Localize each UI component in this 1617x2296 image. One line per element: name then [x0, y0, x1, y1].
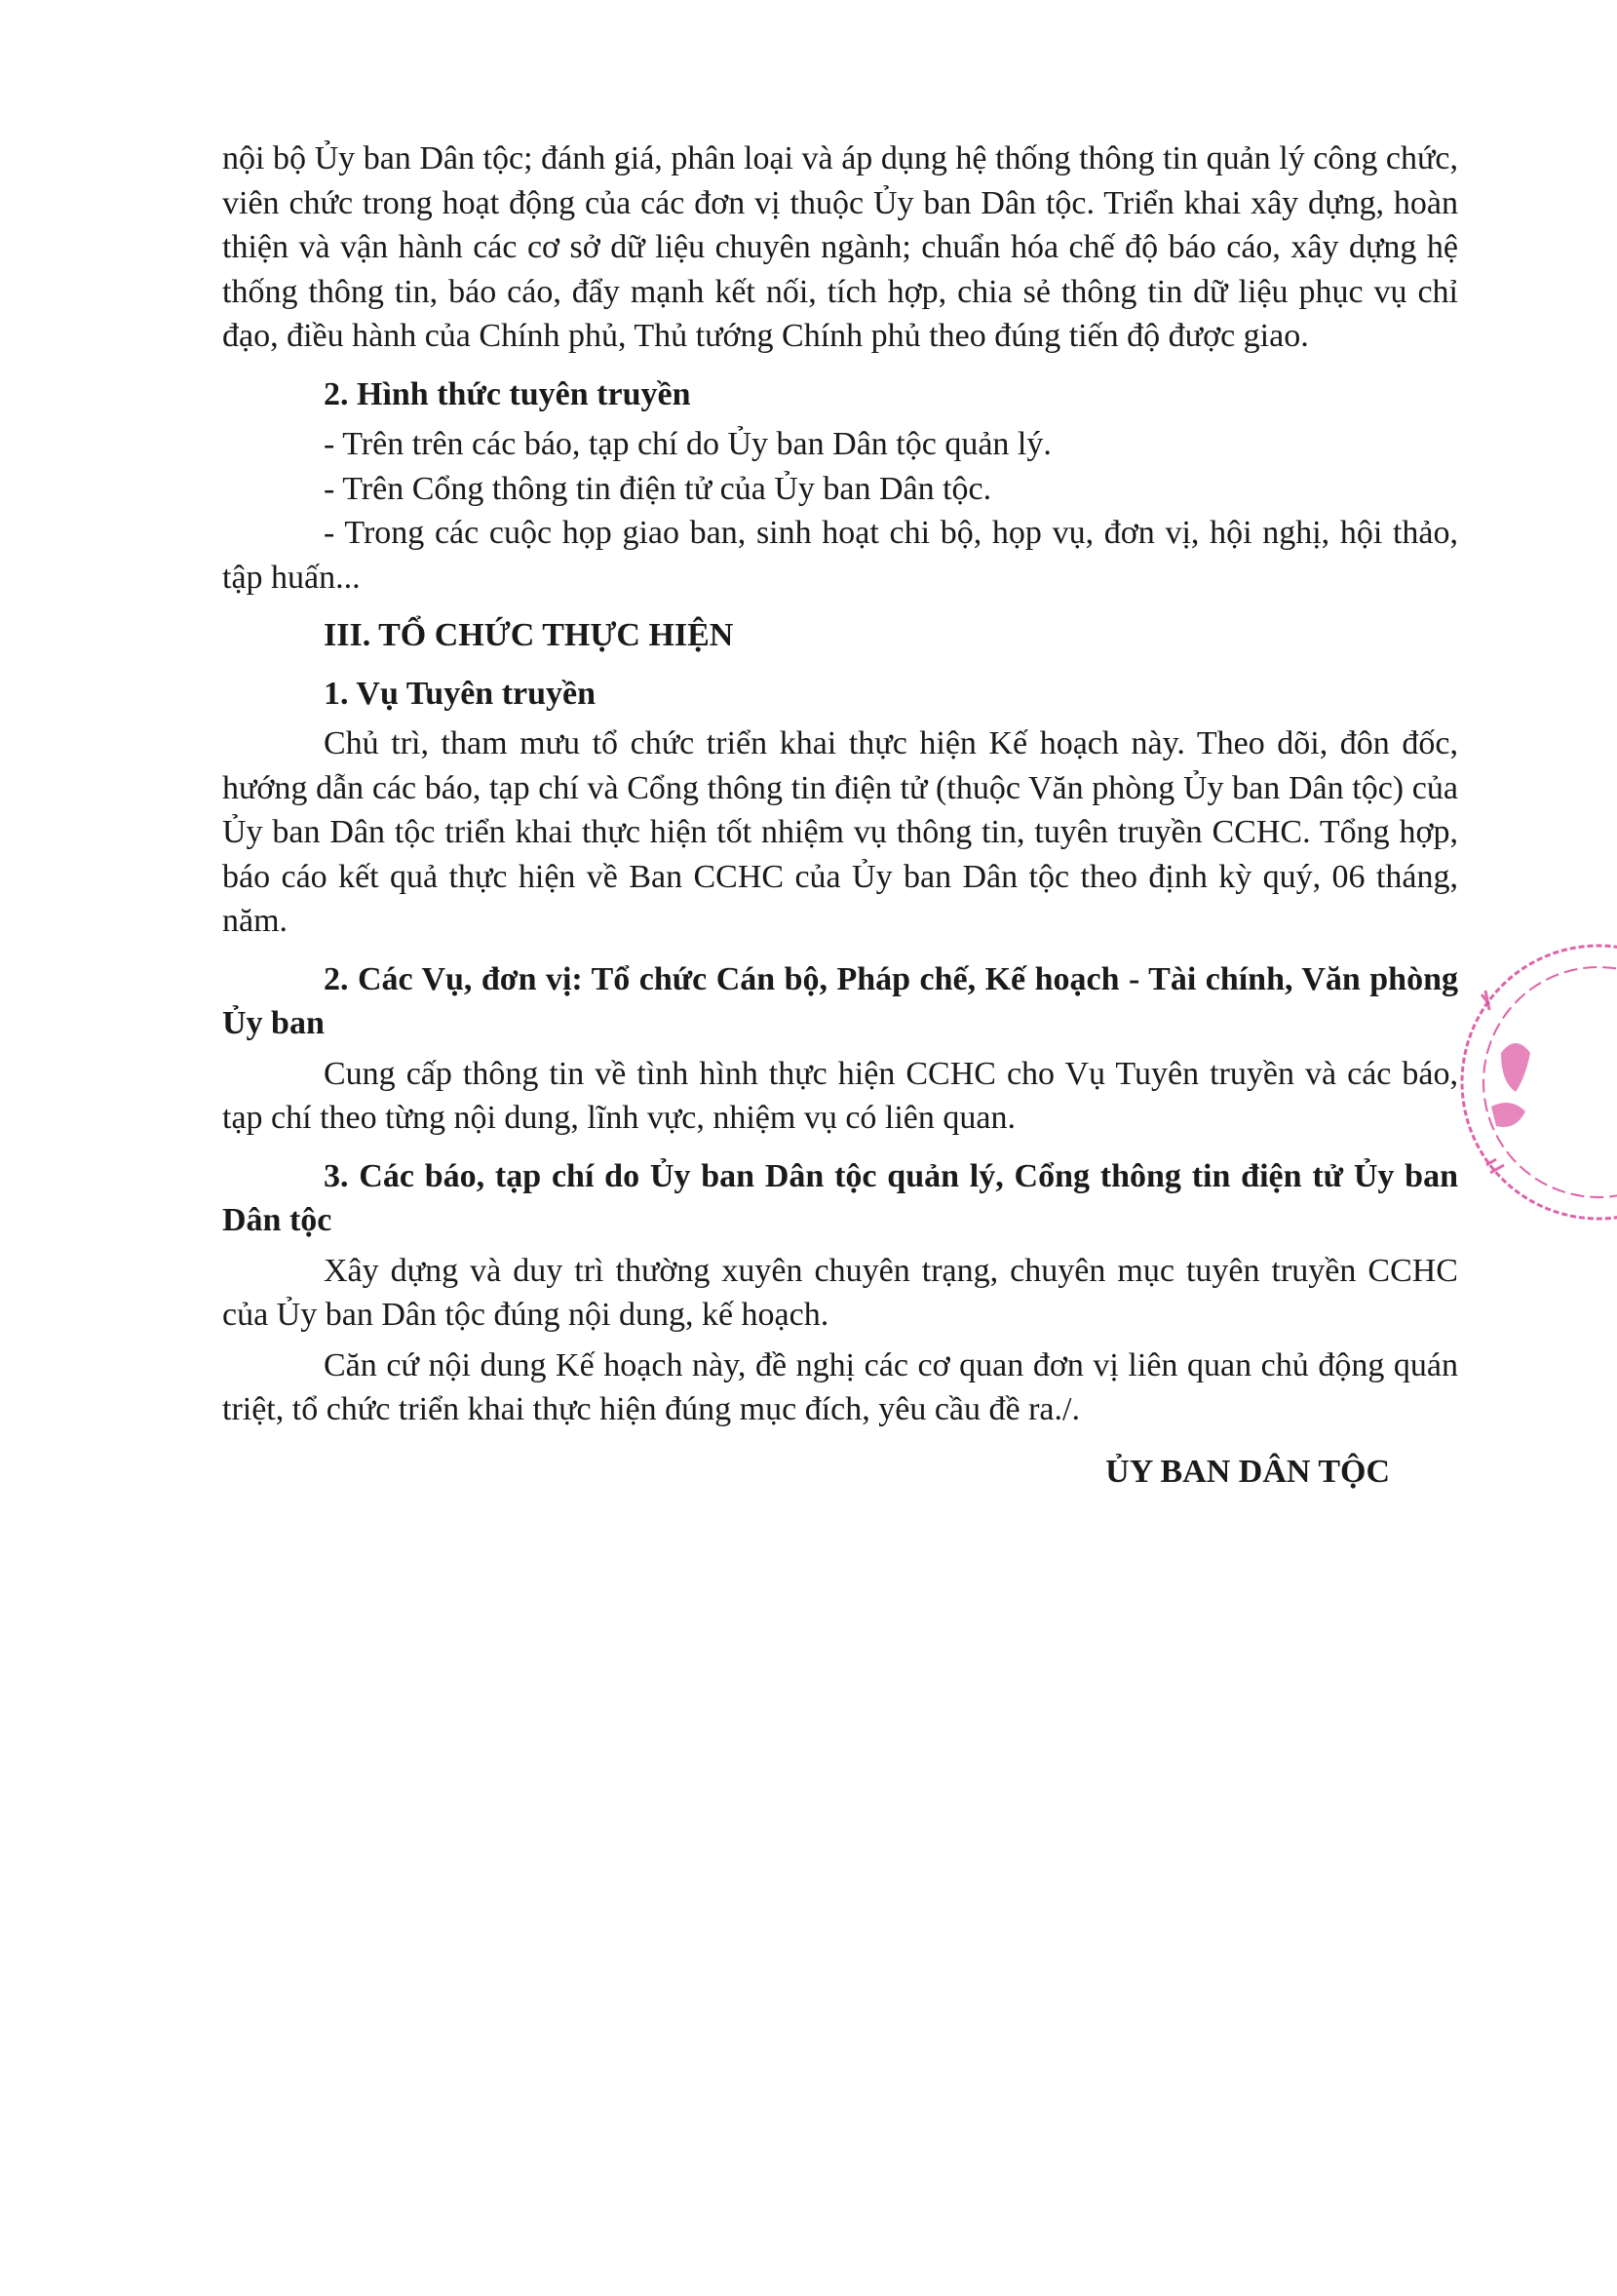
bullet-item: - Trên Cổng thông tin điện tử của Ủy ban Dân tộc. — [324, 470, 992, 507]
item-2-heading: 2. Các Vụ, đơn vị: Tổ chức Cán bộ, Pháp chế, Kế hoạch - Tài chính, Văn phòng Ủy ban — [222, 960, 1458, 1041]
item-3-heading: 3. Các báo, tạp chí do Ủy ban Dân tộc quản lý, Cổng thông tin điện tử Ủy ban Dân tộc — [222, 1157, 1458, 1238]
section-2-heading: 2. Hình thức tuyên truyền — [324, 375, 691, 412]
official-seal-stamp — [1443, 936, 1617, 1228]
item-3-body: Xây dựng và duy trì thường xuyên chuyên trạng, chuyên mục tuyên truyền CCHC của Ủy ban Dân tộc đúng nội dung, kế hoạch. — [222, 1252, 1458, 1333]
intro-paragraph: nội bộ Ủy ban Dân tộc; đánh giá, phân loại và áp dụng hệ thống thông tin quản lý công chức, viên chức trong hoạt động của các đơn vị thuộc Ủy ban Dân tộc. Triển khai xây dựng, hoàn thiện và vận hành các cơ sở dữ liệu chuyên ngành; chuẩn hóa chế độ báo cáo, xây dựng hệ thống thông tin, báo cáo, đẩy mạnh kết nối, tích hợp, chia sẻ thông tin dữ liệu phục vụ chỉ đạo, điều hành của Chính phủ, Thủ tướng Chính phủ theo đúng tiến độ được giao. — [222, 140, 1458, 354]
item-1-heading: 1. Vụ Tuyên truyền — [324, 675, 597, 712]
part-3-heading: III. TỔ CHỨC THỰC HIỆN — [324, 617, 734, 653]
bullet-item: - Trên trên các báo, tạp chí do Ủy ban Dân tộc quản lý. — [324, 426, 1052, 462]
seal-graphic — [1443, 936, 1617, 1228]
item-2-body: Cung cấp thông tin về tình hình thực hiện CCHC cho Vụ Tuyên truyền và các báo, tạp chí theo từng nội dung, lĩnh vực, nhiệm vụ có liên quan. — [222, 1055, 1458, 1136]
closing-paragraph: Căn cứ nội dung Kế hoạch này, đề nghị các cơ quan đơn vị liên quan chủ động quán triệt, tổ chức triển khai thực hiện đúng mục đích, yêu cầu đề ra./. — [222, 1346, 1458, 1427]
bullet-item: - Trong các cuộc họp giao ban, sinh hoạt chi bộ, họp vụ, đơn vị, hội nghị, hội thảo, tập huấn... — [222, 515, 1458, 596]
item-1-body: Chủ trì, tham mưu tổ chức triển khai thực hiện Kế hoạch này. Theo dõi, đôn đốc, hướng dẫn các báo, tạp chí và Cổng thông tin điện tử (thuộc Văn phòng Ủy ban Dân tộc) của Ủy ban Dân tộc triển khai thực hiện tốt nhiệm vụ thông tin, tuyên truyền CCHC. Tổng hợp, báo cáo kết quả thực hiện về Ban CCHC của Ủy ban Dân tộc theo định kỳ quý, 06 tháng, năm. — [222, 725, 1458, 939]
document-page — [222, 136, 1458, 1494]
signature-org-name: ỦY BAN DÂN TỘC — [1105, 1453, 1390, 1490]
